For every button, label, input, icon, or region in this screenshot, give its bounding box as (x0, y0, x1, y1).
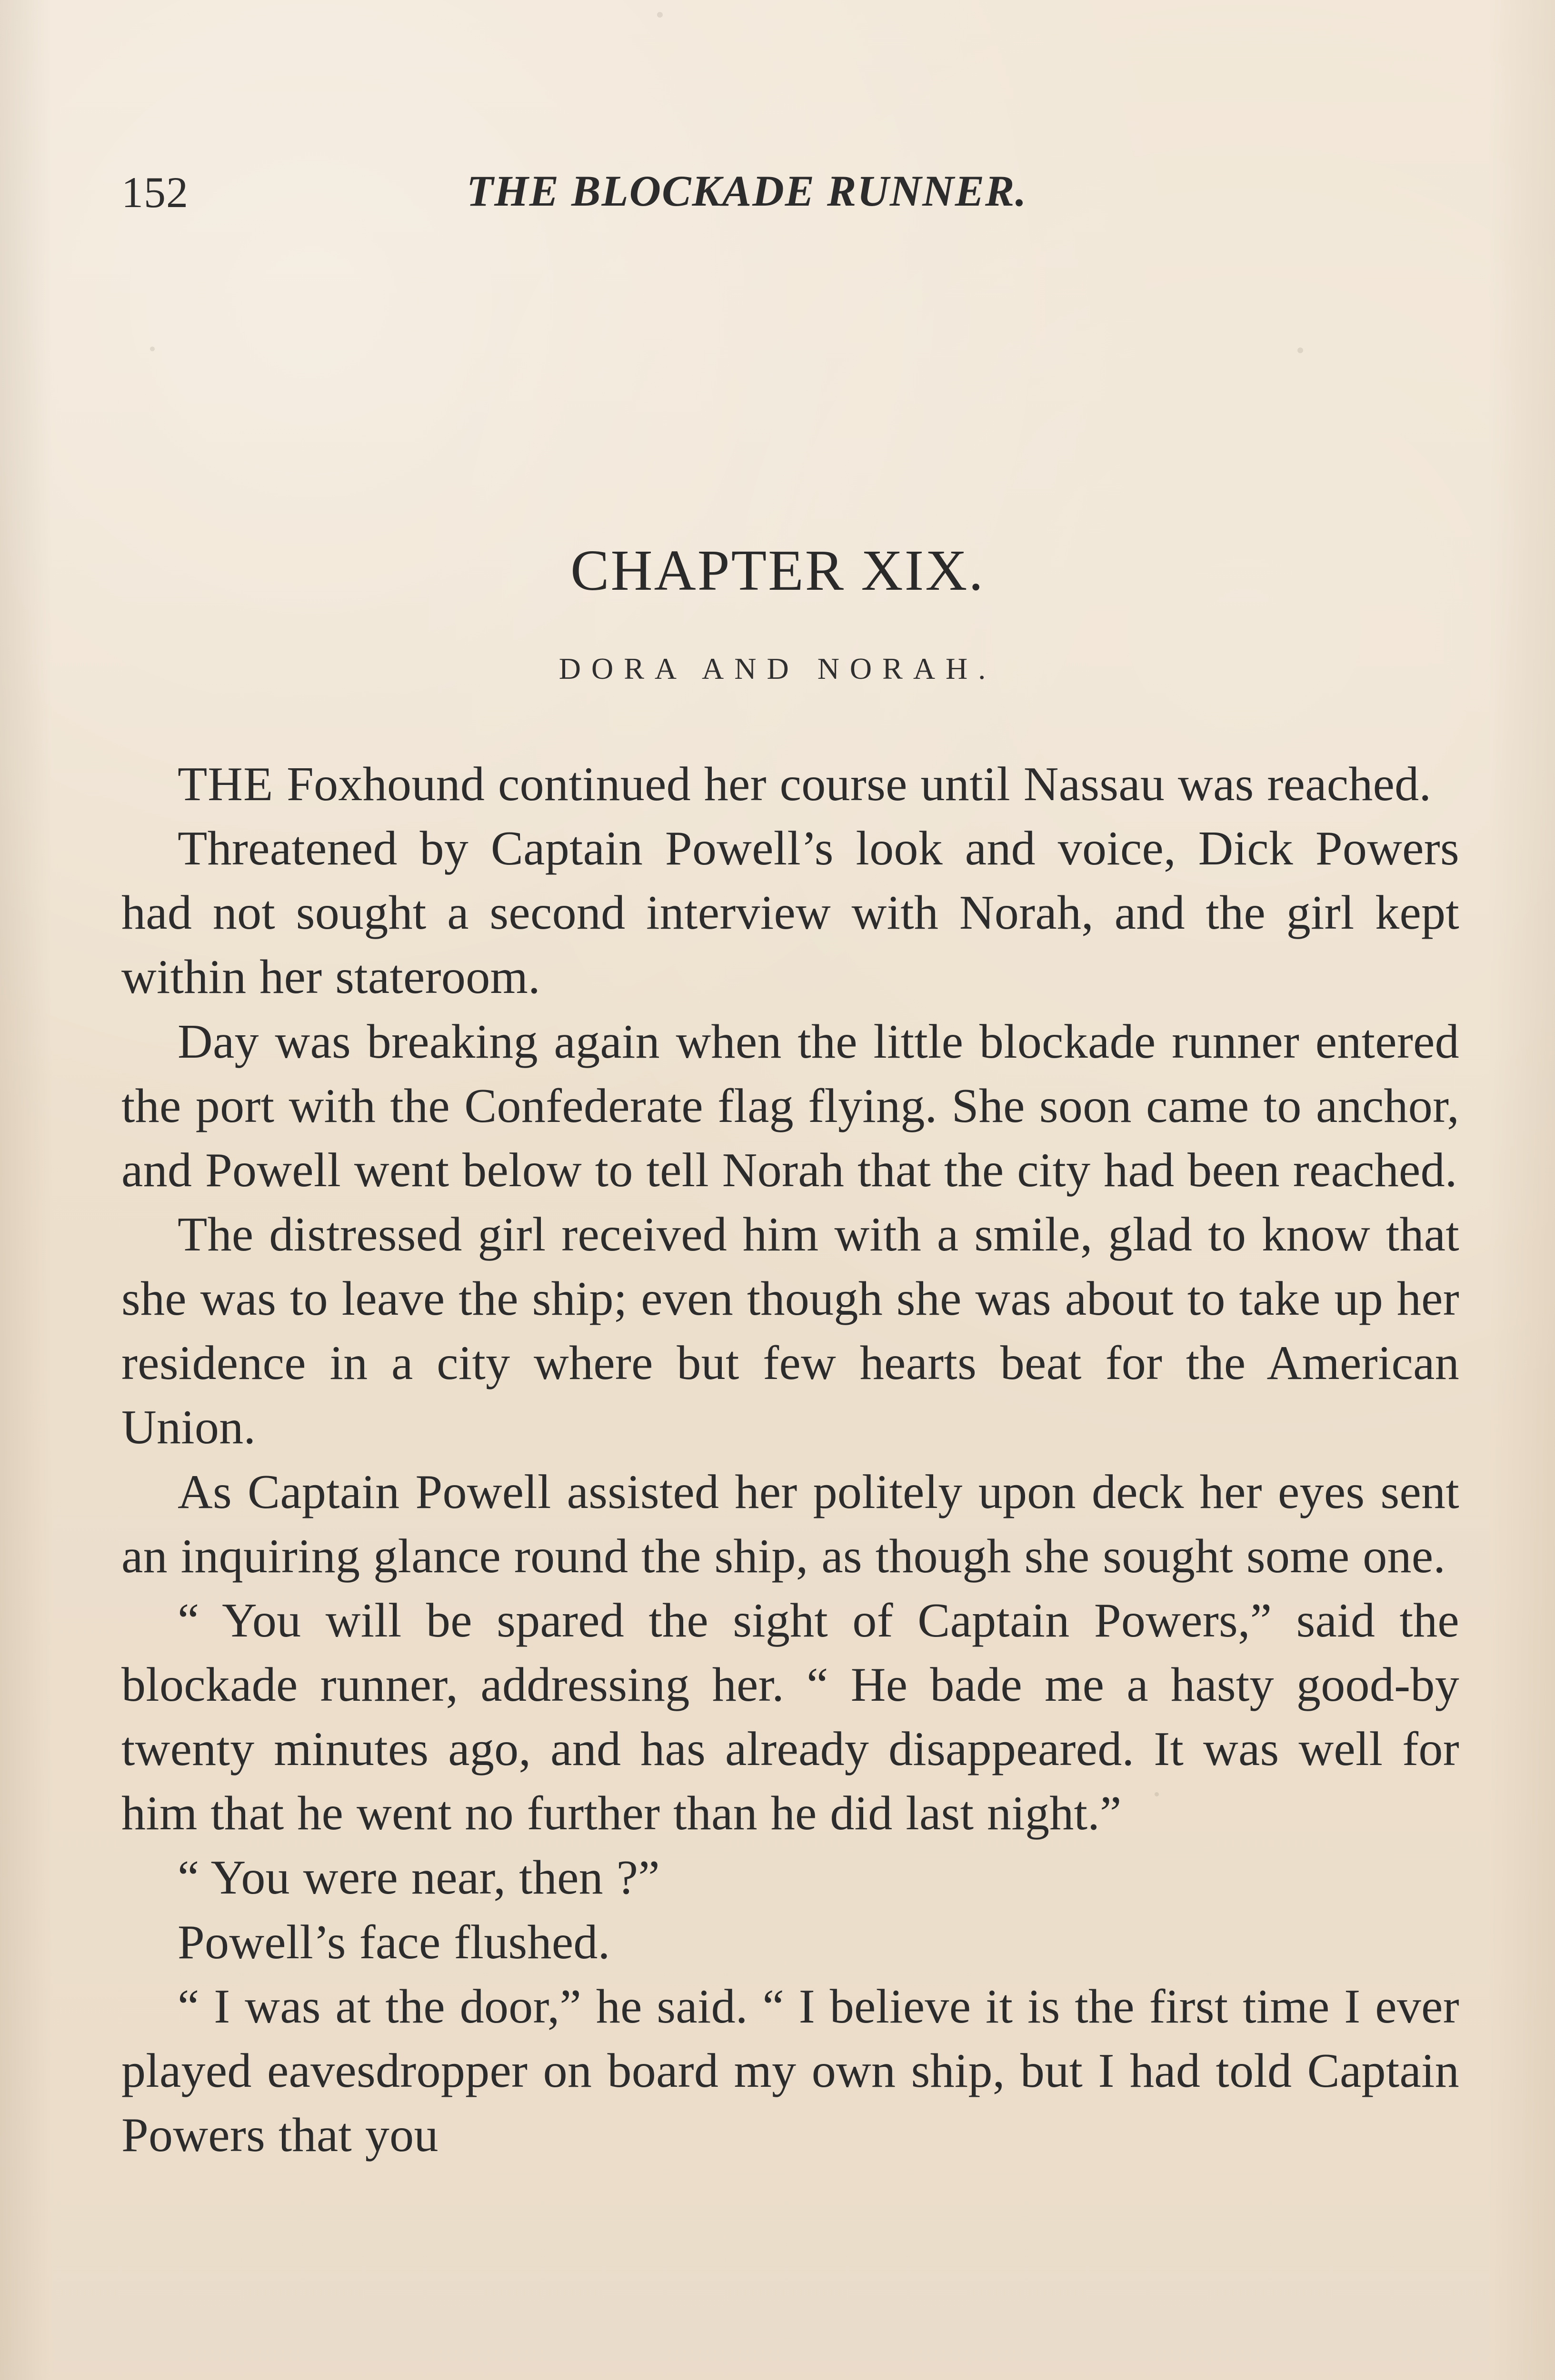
paragraph-lead-word: THE (178, 757, 274, 811)
running-title: THE BLOCKADE RUNNER. (467, 167, 1027, 215)
paragraph-5: As Captain Powell assisted her politely upon deck her eyes sent an inquiring glance round the ship, as though she sought some one. (121, 1465, 1459, 1583)
paragraph-4: The distressed girl received him with a smile, glad to know that she was to leave the ship; even though she was about to take up her residence in a city where but few hearts beat for the American Union. (121, 1207, 1459, 1455)
paragraph-2: Threatened by Captain Powell’s look and voice, Dick Powers had not sought a second interview with Norah, and the girl kept within her stateroom. (121, 822, 1459, 1004)
paragraph-text: Foxhound continued her course until Nassau was reached. (287, 757, 1432, 811)
paragraph-3: Day was breaking again when the little blockade runner entered the port with the Confederate flag flying. She soon came to anchor, and Powell went below to tell Norah that the city had been reached. (121, 1014, 1459, 1197)
paragraph-9: “ I was at the door,” he said. “ I believe it is the first time I ever played eavesdropper on board my own ship, but I had told Captain Powers that you (121, 1979, 1459, 2162)
right-page-shadow (1488, 0, 1555, 2380)
paragraph-6: “ You will be spared the sight of Captain Powers,” said the blockade runner, addressing her. “ He bade me a hasty good-by twenty minutes ago, and has already disappeared. It was well for him that he went no further than he did last night.” (121, 1593, 1459, 1841)
page-number: 152 (121, 168, 189, 217)
paper-speck (150, 347, 155, 351)
chapter-title: CHAPTER XIX. (570, 538, 985, 603)
chapter-heading (0, 540, 1555, 684)
body-text (121, 752, 1459, 2167)
paper-speck (657, 12, 663, 18)
left-page-shadow (0, 0, 52, 2380)
chapter-subtitle: DORA AND NORAH. (558, 652, 997, 686)
paragraph-1 (121, 752, 1459, 816)
paper-speck (1297, 347, 1303, 353)
paragraph-8: Powell’s face flushed. (178, 1915, 610, 1969)
paragraph-7: “ You were near, then ?” (178, 1851, 660, 1905)
running-head (0, 157, 1555, 228)
